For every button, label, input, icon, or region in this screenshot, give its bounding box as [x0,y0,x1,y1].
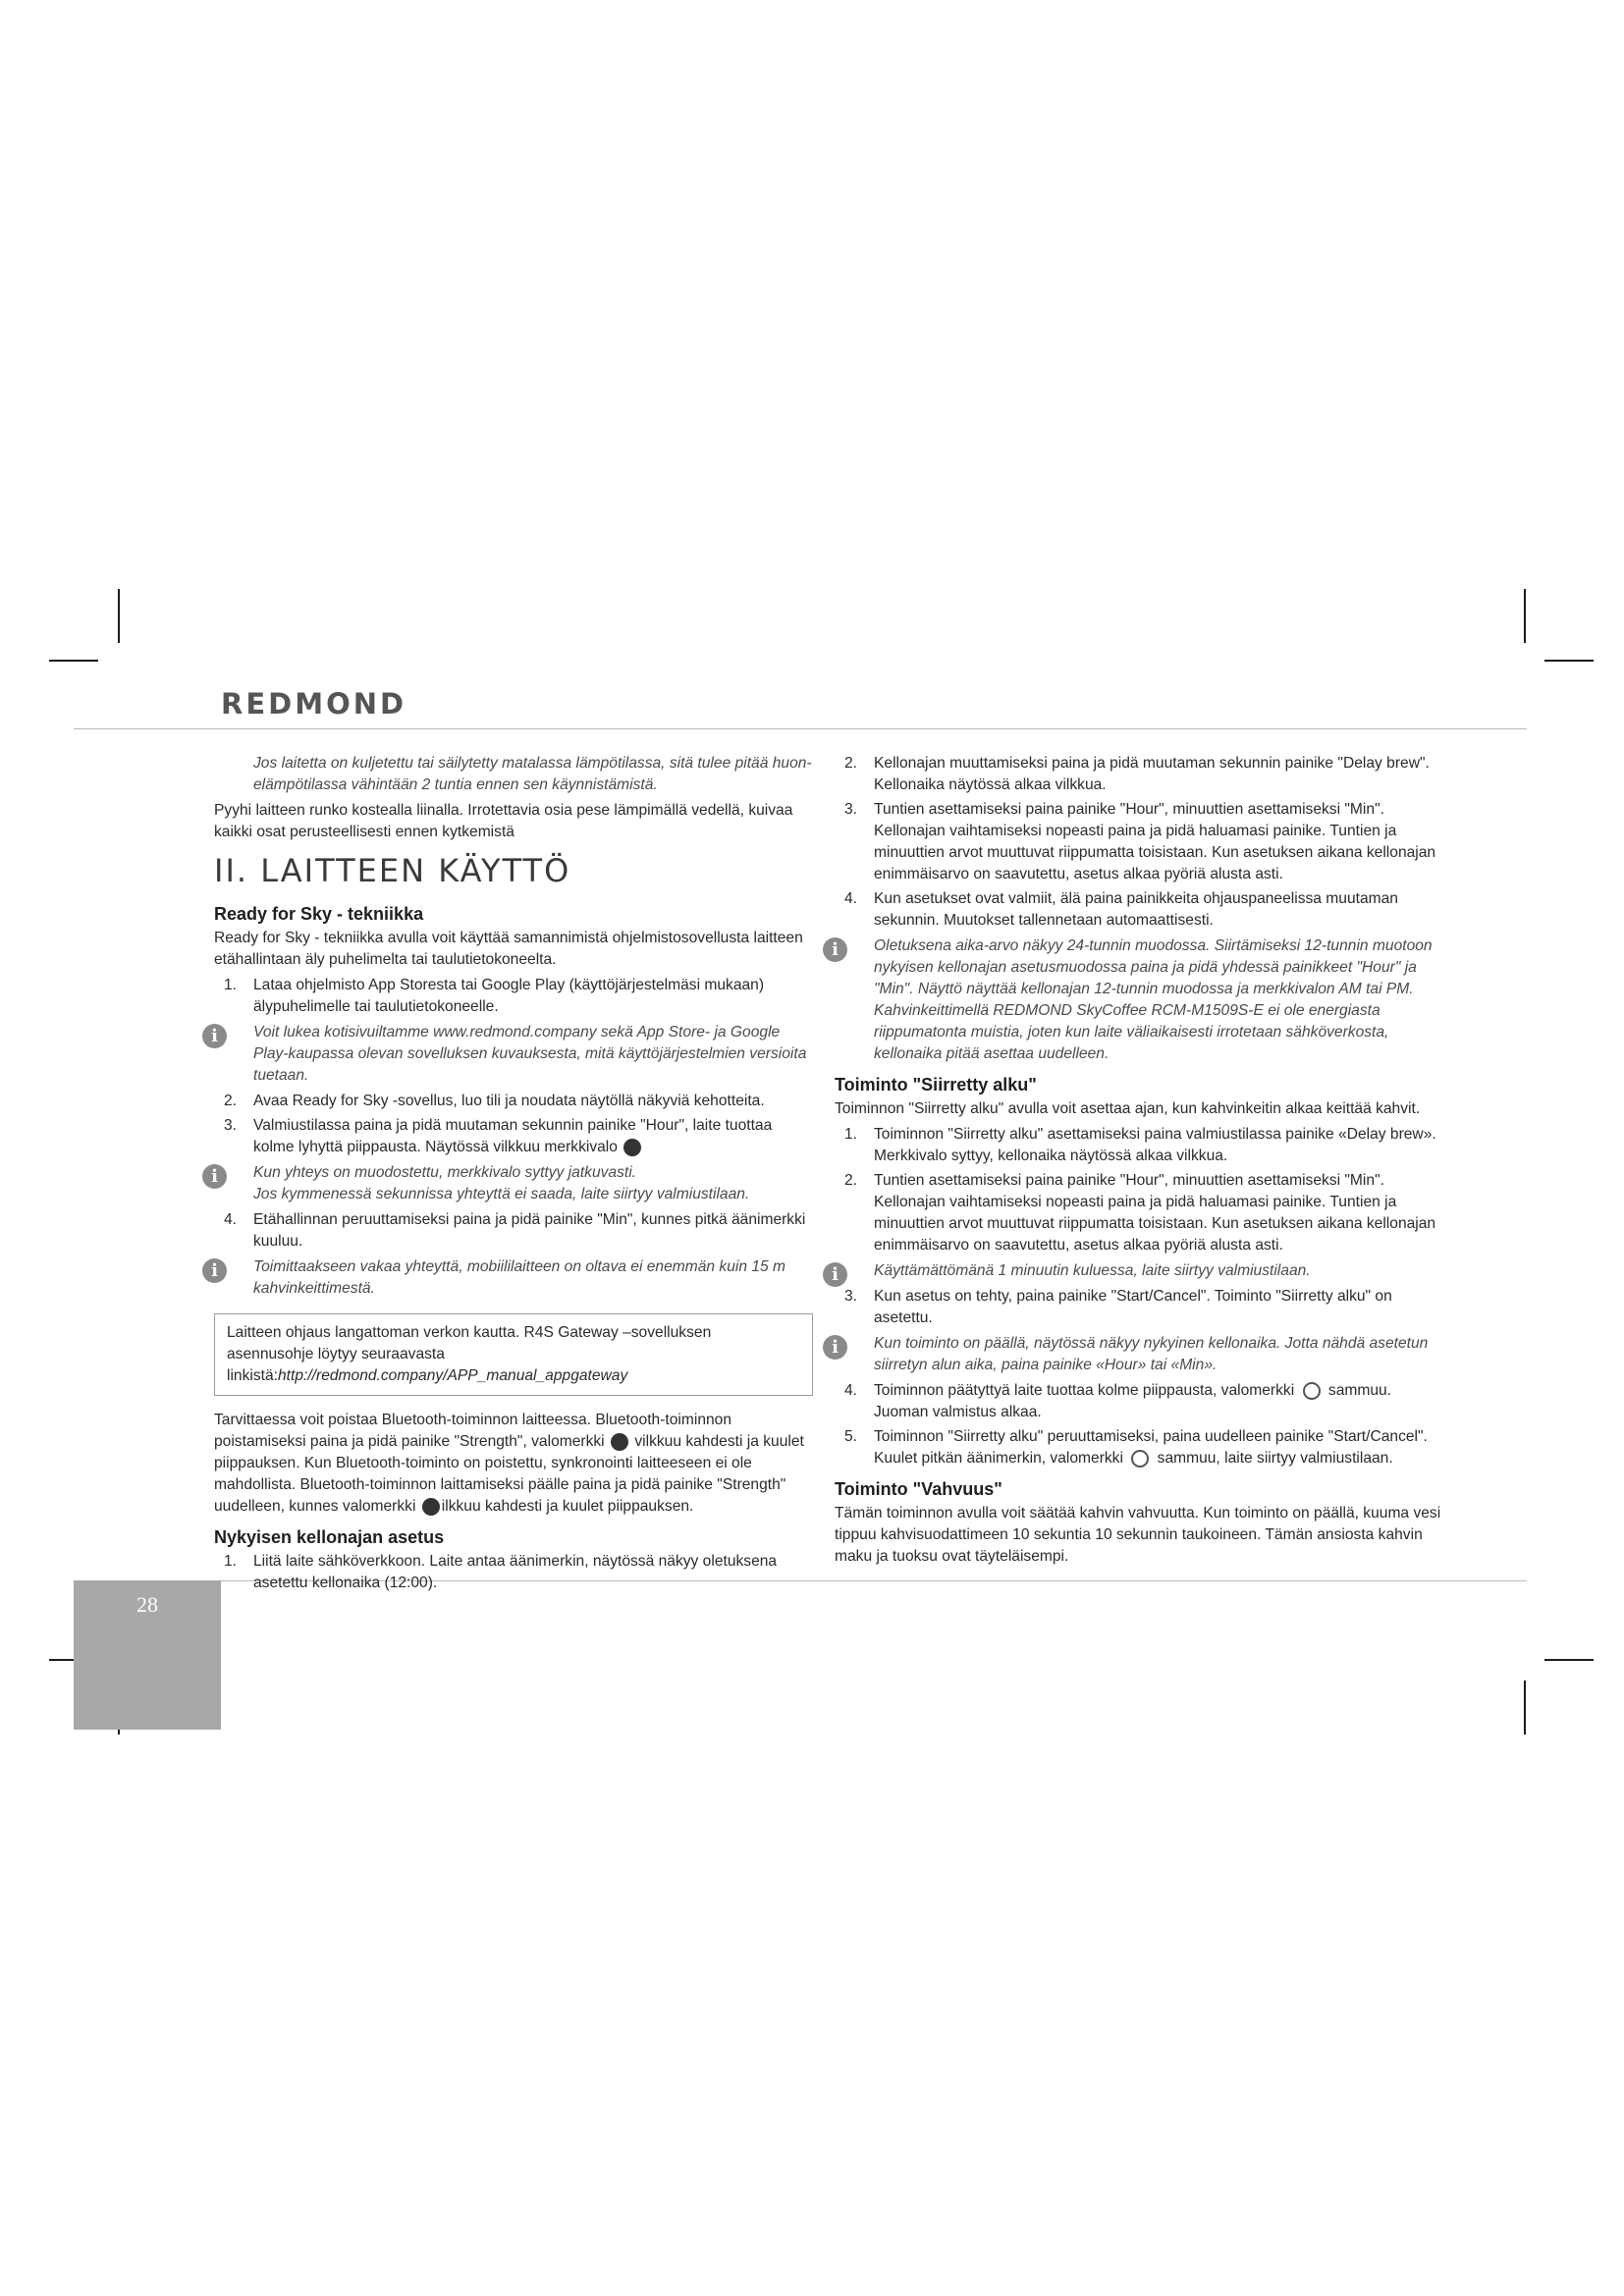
strength-heading: Toiminto "Vahvuus" [835,1479,1002,1499]
info-icon: i [202,1024,227,1048]
note-text: Kun yhteys on muodostettu, merkkivalo syttyy jatkuvasti. [253,1164,637,1181]
crop-mark [49,660,98,662]
bt-text-part: vilkkuu kahdesti ja kuulet piippauksen. Kun Bluetooth-toiminto on poistettu, synkronointi laitteeseen ei ole mahdollista. Bluetooth-toiminnon laittamiseksi päälle paina ja pidä painike "Strength" uudelleen, kunnes valomerkki [214,1433,804,1515]
step-number: 4. [844,1382,858,1399]
step-text: sammuu. Juoman valmistus alkaa. [874,1382,1392,1420]
step-number: 3. [844,801,858,818]
clock-steps [214,1551,813,1594]
step-text: Kun asetus on tehty, paina painike "Start/Cancel". Toiminto "Siirretty alku" on asetettu. [874,1288,1392,1326]
bluetooth-indicator-icon [623,1139,641,1156]
rfs-heading: Ready for Sky - tekniikka [214,904,424,924]
list-item [835,1380,1448,1423]
delay-steps-end [835,1380,1448,1469]
crop-mark [1524,589,1526,643]
step-number: 1. [844,1126,858,1143]
section-title: II. LAITTEEN KÄYTTÖ [214,852,571,889]
step-number: 3. [844,1288,858,1305]
step-text: Toiminnon "Siirretty alku" asettamiseksi paina valmiustilassa painike «Delay brew». Merkkivalo syttyy, kellonaika näytössä alkaa vilkkua. [874,1126,1436,1164]
bt-text-part: Tarvittaessa voit poistaa Bluetooth-toiminnon laitteessa. Bluetooth-toiminnon poistamiseksi paina ja pidä painike "Strength", valomerkki [214,1412,732,1450]
list-item [214,1115,813,1158]
gateway-link[interactable]: http://redmond.company/APP_manual_appgateway [278,1367,628,1384]
step-text: Lataa ohjelmisto App Storesta tai Google Play (käyttöjärjestelmäsi mukaan) älypuhelimelle tai taulutietokoneelle. [253,977,765,1015]
info-icon: i [202,1164,227,1189]
page-number: 28 [136,1592,158,1617]
strength-text: Tämän toiminnon avulla voit säätää kahvin vahvuutta. Kun toiminto on päällä, kuuma vesi tippuu kahvisuodattimeen 10 sekuntia 10 sekunnin taukoineen. Tämän ansiosta kahvin maku ja tuoksu ovat täyteläisempi. [835,1505,1441,1565]
note-text: Voit lukea kotisivuiltamme www.redmond.company sekä App Store- ja Google Play-kaupassa olevan sovelluksen kuvauksesta, mitä käyttöjärjestelmien versioita tuetaan. [253,1024,807,1084]
crop-mark [1524,1681,1526,1735]
step-text: Toiminnon päätyttyä laite tuottaa kolme piippausta, valomerkki [874,1382,1295,1399]
crop-mark [1544,660,1594,662]
clock-heading: Nykyisen kellonajan asetus [214,1527,445,1547]
info-note [211,1256,813,1300]
rfs-steps [214,975,813,1018]
step-text: Avaa Ready for Sky -sovellus, luo tili ja noudata näytöllä näkyviä kehotteita. [253,1093,765,1109]
list-item [835,1170,1448,1256]
step-text: Etähallinnan peruuttamiseksi paina ja pidä painike "Min", kunnes pitkä äänimerkki kuuluu. [253,1211,806,1250]
list-item [835,1426,1448,1469]
header-rule [74,728,1527,729]
step-number: 5. [844,1428,858,1445]
note-text: Jos kymmenessä sekunnissa yhteyttä ei saada, laite siirtyy valmiustilaan. [253,1186,750,1202]
info-note [211,1022,813,1087]
info-icon: i [823,1335,847,1360]
step-number: 2. [224,1093,238,1109]
alarm-clock-icon [1131,1450,1149,1468]
note-text: Toimittaakseen vakaa yhteyttä, mobiililaitteen on oltava ei enemmän kuin 15 m kahvinkeittimestä. [253,1258,786,1297]
step-text: Toiminnon "Siirretty alku" peruuttamiseksi, paina uudelleen painike "Start/Cancel". Kuulet pitkän äänimerkin, valomerkki [874,1428,1428,1467]
step-number: 4. [224,1211,238,1228]
alarm-clock-icon [1303,1382,1321,1400]
list-item [214,1551,813,1594]
list-item [214,1209,813,1253]
step-text: Valmiustilassa paina ja pidä muutaman sekunnin painike "Hour", laite tuottaa kolme lyhyttä piippausta. Näytössä vilkkuu merkkivalo [253,1117,773,1155]
step-number: 1. [224,1553,238,1570]
step-text: Tuntien asettamiseksi paina painike "Hour", minuuttien asettamiseksi "Min". Kellonajan vaihtamiseksi nopeasti paina ja pidä haluamasi painike. Tuntien ja minuuttien arvot muuttuvat riippumatta toisistaan. Kun asetuksen aikana kellonajan enimmäisarvo on saavutettu, asetus alkaa pyöriä alusta asti. [874,801,1436,882]
left-column [211,753,813,1598]
bluetooth-text [214,1410,813,1518]
list-item [835,753,1448,796]
rfs-steps-end [214,1209,813,1253]
info-icon: i [823,1262,847,1287]
gateway-box [214,1313,813,1396]
step-text: Liitä laite sähköverkkoon. Laite antaa äänimerkin, näytössä näkyy oletuksena asetettu kellonaika (12:00). [253,1553,778,1591]
delay-steps-cont [835,1286,1448,1329]
step-number: 1. [224,977,238,993]
list-item [835,888,1448,932]
note-text: Käyttämättömänä 1 minuutin kuluessa, laite siirtyy valmiustilaan. [874,1262,1311,1279]
list-item [835,1124,1448,1167]
brand-logo: REDMOND [221,687,407,721]
right-column [832,753,1448,1572]
bluetooth-indicator-icon [422,1498,440,1516]
box-text: Laitteen ohjaus langattoman verkon kautta. R4S Gateway –sovelluksen asennusohje löytyy seuraavasta linkistä: [227,1324,712,1384]
rfs-intro: Ready for Sky - tekniikka avulla voit käyttää samannimistä ohjelmistosovellusta laitteen etähallintaan äly puhelimelta tai taulutietokoneelta. [214,930,803,968]
crop-mark [1544,1659,1594,1661]
step-number: 3. [224,1117,238,1134]
bt-text-part: ilkkuu kahdesti ja kuulet piippauksen. [441,1498,694,1515]
delay-steps [835,1124,1448,1256]
crop-mark [118,589,120,643]
step-text: Kun asetukset ovat valmiit, älä paina painikkeita ohjauspaneelissa muutaman sekunnin. Muutokset tallennetaan automaattisesti. [874,890,1398,929]
list-item [835,799,1448,885]
list-item [835,1286,1448,1329]
step-number: 2. [844,1172,858,1189]
info-icon: i [823,937,847,962]
page-number-box [74,1580,221,1730]
info-note [832,1260,1448,1285]
note-text: Kun toiminto on päällä, näytössä näkyy nykyinen kellonaika. Jotta nähdä asetetun siirretyn alun aika, paina painike «Hour» tai «Min». [874,1335,1429,1373]
info-note [211,1162,813,1205]
list-item [214,1091,813,1112]
wipe-text: Pyyhi laitteen runko kostealla liinalla. Irrotettavia osia pese lämpimällä vedellä, kuivaa kaikki osat perusteellisesti ennen kytkemistä [214,802,793,840]
intro-note: Jos laitetta on kuljetettu tai säilytetty matalassa lämpötilassa, sitä tulee pitää huon-elämpötilassa vähintään 2 tuntia ennen sen käynnistämistä. [253,755,812,793]
clock-steps-cont [835,753,1448,932]
note-text: Oletuksena aika-arvo näkyy 24-tunnin muodossa. Siirtämiseksi 12-tunnin muotoon nykyisen kellonajan asetusmuodossa paina ja pidä yhdessä painikkeet "Hour" ja "Min". Näyttö näyttää kellonajan 12-tunnin muodossa ja merkkivalon AM tai PM. Kahvinkeittimellä REDMOND SkyCoffee RCM-M1509S-E ei ole energiasta riippumatonta muistia, joten kun laite väliaikaisesti irrotetaan sähköverkosta, kellonaika pitää asettaa uudelleen. [874,937,1433,1062]
step-text: sammuu, laite siirtyy valmiustilaan. [1157,1450,1393,1467]
delay-intro: Toiminnon "Siirretty alku" avulla voit asettaa ajan, kun kahvinkeitin alkaa keittää kahvit. [835,1100,1421,1117]
delay-heading: Toiminto "Siirretty alku" [835,1075,1037,1095]
info-note [832,1333,1448,1376]
list-item [214,975,813,1018]
bluetooth-indicator-icon [611,1433,628,1451]
info-note [832,935,1448,1065]
step-number: 2. [844,755,858,772]
step-number: 4. [844,890,858,907]
step-text: Tuntien asettamiseksi paina painike "Hour", minuuttien asettamiseksi "Min". Kellonajan vaihtamiseksi nopeasti paina ja pidä haluamasi painike. Tuntien ja minuuttien arvot muuttuvat riippumatta toisistaan. Kun asetuksen aikana kellonajan enimmäisarvo on saavutettu, asetus alkaa pyöriä alusta asti. [874,1172,1436,1254]
step-text: Kellonajan muuttamiseksi paina ja pidä muutaman sekunnin painike "Delay brew". Kellonaika näytössä alkaa vilkkua. [874,755,1430,793]
rfs-steps-cont [214,1091,813,1158]
info-icon: i [202,1258,227,1283]
